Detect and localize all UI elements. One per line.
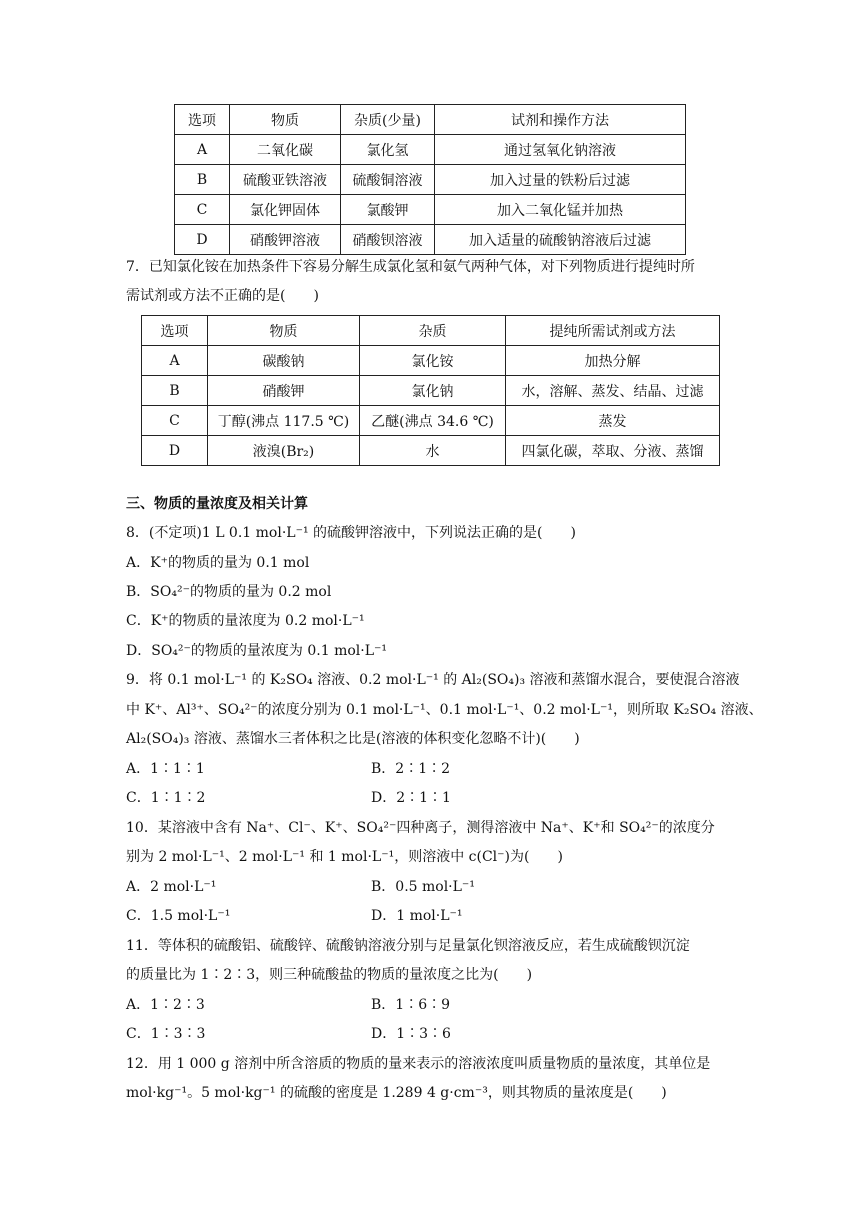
table-cell: 氯化钾固体 [230,195,341,225]
table-header-cell: 杂质(少量) [341,105,435,135]
q11-option-c: C．1∶3∶3 [126,1026,206,1042]
table-cell: 二氧化碳 [230,135,341,165]
table-header-cell: 选项 [175,105,230,135]
table-cell: B [142,376,208,406]
q9-option-b: B．2∶1∶2 [371,761,451,777]
table-cell: 硝酸钾 [208,376,360,406]
q10-line2: 别为 2 mol·L⁻¹、2 mol·L⁻¹ 和 1 mol·L⁻¹，则溶液中 c(Cl⁻)为( ) [126,849,563,865]
table-cell: 硫酸铜溶液 [341,165,435,195]
table-cell: 加入过量的铁粉后过滤 [435,165,686,195]
q11-line2: 的质量比为 1∶2∶3，则三种硫酸盐的物质的量浓度之比为( ) [126,967,533,983]
table-row [175,165,686,195]
table-row [142,346,720,376]
q9-line2: 中 K⁺、Al³⁺、SO₄²⁻的浓度分别为 0.1 mol·L⁻¹、0.1 mol·L⁻¹、0.2 mol·L⁻¹，则所取 K₂SO₄ 溶液、 [126,702,763,718]
table-header-cell: 提纯所需试剂或方法 [506,316,720,346]
table-cell: 氯酸钾 [341,195,435,225]
table-cell: 氯化铵 [360,346,506,376]
table-cell: B [175,165,230,195]
table-cell: D [175,225,230,255]
table-cell: 加入二氧化锰并加热 [435,195,686,225]
q10-option-d: D．1 mol·L⁻¹ [371,908,463,924]
q8-option-c: C．K⁺的物质的量浓度为 0.2 mol·L⁻¹ [126,613,365,629]
table-header-cell: 选项 [142,316,208,346]
q11-option-a: A．1∶2∶3 [126,997,205,1013]
table-cell: 蒸发 [506,406,720,436]
q7-line2: 需试剂或方法不正确的是( ) [126,288,319,304]
table-header-cell: 物质 [208,316,360,346]
table-cell: 丁醇(沸点 117.5 ℃) [208,406,360,436]
q7-line1: 7．已知氯化铵在加热条件下容易分解生成氯化氢和氨气两种气体，对下列物质进行提纯时所 [126,259,695,275]
table-cell: 氯化钠 [360,376,506,406]
q10-option-c: C．1.5 mol·L⁻¹ [126,908,231,924]
q10-line1: 10．某溶液中含有 Na⁺、Cl⁻、K⁺、SO₄²⁻四种离子，测得溶液中 Na⁺、K⁺和 SO₄²⁻的浓度分 [126,820,715,836]
table-cell: 液溴(Br₂) [208,436,360,466]
q8-option-d: D．SO₄²⁻的物质的量浓度为 0.1 mol·L⁻¹ [126,643,388,659]
q9-option-a: A．1∶1∶1 [126,761,205,777]
q9-option-d: D．2∶1∶1 [371,790,451,806]
table-row [142,376,720,406]
purification-table-q7 [141,315,720,466]
q9-line3: Al₂(SO₄)₃ 溶液、蒸馏水三者体积之比是(溶液的体积变化忽略不计)( ) [126,731,580,747]
q10-option-a: A．2 mol·L⁻¹ [126,879,217,895]
table-cell: 加热分解 [506,346,720,376]
q8-option-a: A．K⁺的物质的量为 0.1 mol [126,555,310,571]
table-cell: 水，溶解、蒸发、结晶、过滤 [506,376,720,406]
table-row [175,225,686,255]
table-header-cell: 试剂和操作方法 [435,105,686,135]
table-cell: 氯化氢 [341,135,435,165]
table-cell: C [175,195,230,225]
table-header-cell: 物质 [230,105,341,135]
table-cell: 硝酸钾溶液 [230,225,341,255]
q9-line1: 9．将 0.1 mol·L⁻¹ 的 K₂SO₄ 溶液、0.2 mol·L⁻¹ 的 Al₂(SO₄)₃ 溶液和蒸馏水混合，要使混合溶液 [126,672,740,688]
q12-line1: 12．用 1 000 g 溶剂中所含溶质的物质的量来表示的溶液浓度叫质量物质的量浓度，其单位是 [126,1056,711,1072]
table-cell: 碳酸钠 [208,346,360,376]
table-header-cell: 杂质 [360,316,506,346]
table-header-row [142,316,720,346]
table-cell: D [142,436,208,466]
q9-option-c: C．1∶1∶2 [126,790,206,806]
table-row [142,406,720,436]
table-row [175,195,686,225]
q8-stem: 8．(不定项)1 L 0.1 mol·L⁻¹ 的硫酸钾溶液中，下列说法正确的是( ) [126,525,576,541]
table-cell: 硫酸亚铁溶液 [230,165,341,195]
table-cell: A [142,346,208,376]
table-row [142,436,720,466]
purification-table-q6 [174,104,686,255]
q11-line1: 11．等体积的硫酸铝、硫酸锌、硫酸钠溶液分别与足量氯化钡溶液反应，若生成硫酸钡沉淀 [126,938,690,954]
q11-option-d: D．1∶3∶6 [371,1026,451,1042]
section-heading: 三、物质的量浓度及相关计算 [126,496,308,512]
table-cell: 加入适量的硫酸钠溶液后过滤 [435,225,686,255]
table-cell: 乙醚(沸点 34.6 ℃) [360,406,506,436]
q11-option-b: B．1∶6∶9 [371,997,451,1013]
table-cell: A [175,135,230,165]
table-cell: 硝酸钡溶液 [341,225,435,255]
table-cell: 水 [360,436,506,466]
table-cell: 四氯化碳，萃取、分液、蒸馏 [506,436,720,466]
q8-option-b: B．SO₄²⁻的物质的量为 0.2 mol [126,584,332,600]
table-cell: C [142,406,208,436]
table-cell: 通过氢氧化钠溶液 [435,135,686,165]
table-header-row [175,105,686,135]
table-row [175,135,686,165]
q10-option-b: B．0.5 mol·L⁻¹ [371,879,475,895]
q12-line2: mol·kg⁻¹。5 mol·kg⁻¹ 的硫酸的密度是 1.289 4 g·cm⁻³，则其物质的量浓度是( ) [126,1085,667,1101]
